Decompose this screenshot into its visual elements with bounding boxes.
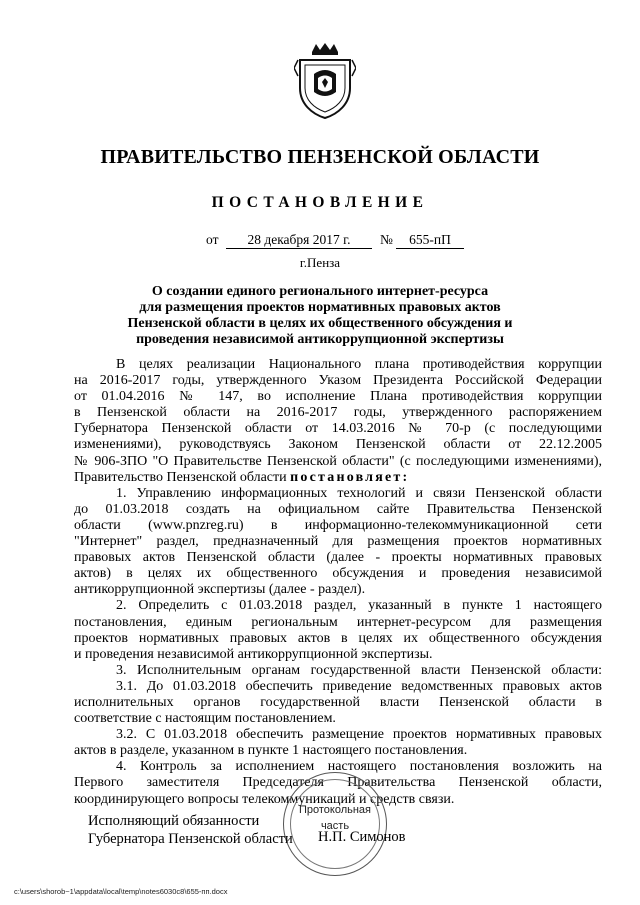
document-title — [90, 284, 550, 348]
body-line: изменениями), руководствуясь Законом Пензенской области от 22.12.2005 — [74, 437, 602, 453]
title-line: Пензенской области в целях их общественного обсуждения и — [127, 316, 513, 331]
title-line: для размещения проектов нормативных правовых актов — [139, 300, 501, 315]
protocol-stamp — [283, 772, 387, 876]
title-line: проведения независимой антикоррупционной экспертизы — [136, 332, 504, 347]
body-line: 3. Исполнительным органам государственной власти Пензенской области: — [116, 662, 602, 678]
body-line: 1. Управлению информационных технологий и связи Пензенской области — [116, 485, 602, 501]
body-line: до 01.03.2018 создать на официальном сайте Правительства Пензенской — [74, 501, 602, 517]
body-line: актов) в целях их общественного обсуждения и проведения независимой — [74, 566, 602, 582]
body-line-text: Правительство Пензенской области — [74, 469, 287, 485]
body-line: Губернатора Пензенской области от 14.03.2016 № 70-р (с последующими — [74, 421, 602, 437]
body-line: на 2016-2017 годы, утвержденного Указом Президента Российской Федерации — [74, 373, 602, 389]
date-prefix: от — [206, 232, 219, 247]
signatory-position: Исполняющий обязанности — [88, 813, 260, 829]
document-body — [74, 357, 602, 808]
body-line: области (www.pnzreg.ru) в информационно-телекоммуникационной сети — [74, 517, 602, 533]
city-name: г.Пенза — [299, 255, 341, 270]
body-line: правовых актов Пензенской области (далее - проекты нормативных правовых — [74, 550, 602, 566]
body-line: от 01.04.2016 № 147, во исполнение Плана противодействия коррупции — [74, 389, 602, 405]
body-line: и проведения независимой антикоррупционной экспертизы. — [74, 646, 433, 662]
body-line: № 906-ЗПО "О Правительстве Пензенской области" (с последующими изменениями), — [74, 453, 602, 469]
body-line: 3.2. С 01.03.2018 обеспечить размещение проектов нормативных правовых — [116, 727, 602, 743]
stamp-line: Протокольная — [298, 804, 372, 816]
government-title: ПРАВИТЕЛЬСТВО ПЕНЗЕНСКОЙ ОБЛАСТИ — [100, 146, 540, 168]
body-line: в Пензенской области на 2016-2017 годы, утвержденного распоряжением — [74, 405, 602, 421]
body-line: соответствие с настоящим постановлением. — [74, 711, 336, 727]
body-line: 3.1. До 01.03.2018 обеспечить приведение ведомственных правовых актов — [116, 678, 602, 694]
body-line: актов в разделе, указанном в пункте 1 настоящего постановления. — [74, 743, 468, 759]
decree-number: 655-пП — [396, 232, 464, 249]
stamp-line: часть — [320, 820, 350, 832]
body-line: 4. Контроль за исполнением настоящего постановления возложить на — [116, 759, 602, 775]
coat-of-arms-icon — [294, 42, 356, 120]
decree-date: 28 декабря 2017 г. — [226, 232, 372, 249]
signature-block — [88, 812, 293, 848]
body-line: В целях реализации Национального плана противодействия коррупции — [116, 357, 602, 372]
file-path: c:\users\shorob~1\appdata\local\temp\notes6030c8\655-пп.docx — [14, 887, 228, 896]
body-line — [74, 470, 602, 486]
body-line: антикоррупционной экспертизы (далее - раздел). — [74, 582, 366, 598]
body-line: "Интернет" раздел, предназначенный для размещения проектов нормативных — [74, 534, 602, 550]
body-line: 2. Определить с 01.03.2018 раздел, указанный в пункте 1 настоящего — [116, 598, 602, 614]
number-prefix: № — [380, 232, 393, 247]
body-line: исполнительных органов государственной власти Пензенской области в — [74, 694, 602, 710]
decree-verb: постановляет: — [290, 469, 410, 485]
signatory-name: Н.П. Симонов — [318, 829, 406, 845]
decree-title: ПОСТАНОВЛЕНИЕ — [211, 194, 429, 211]
body-line: проектов нормативных правовых актов в целях их общественного обсуждения — [74, 630, 602, 646]
title-line: О создании единого регионального интернет-ресурса — [151, 284, 489, 299]
body-line: Первого заместителя Председателя Правительства Пензенской области, — [74, 775, 602, 791]
body-line: постановления, единым региональным интернет-ресурсом для размещения — [74, 614, 602, 630]
body-line: координирующего вопросы телекоммуникаций и средств связи. — [74, 791, 455, 807]
decree-dateline — [0, 232, 640, 252]
signatory-position: Губернатора Пензенской области — [88, 831, 293, 847]
